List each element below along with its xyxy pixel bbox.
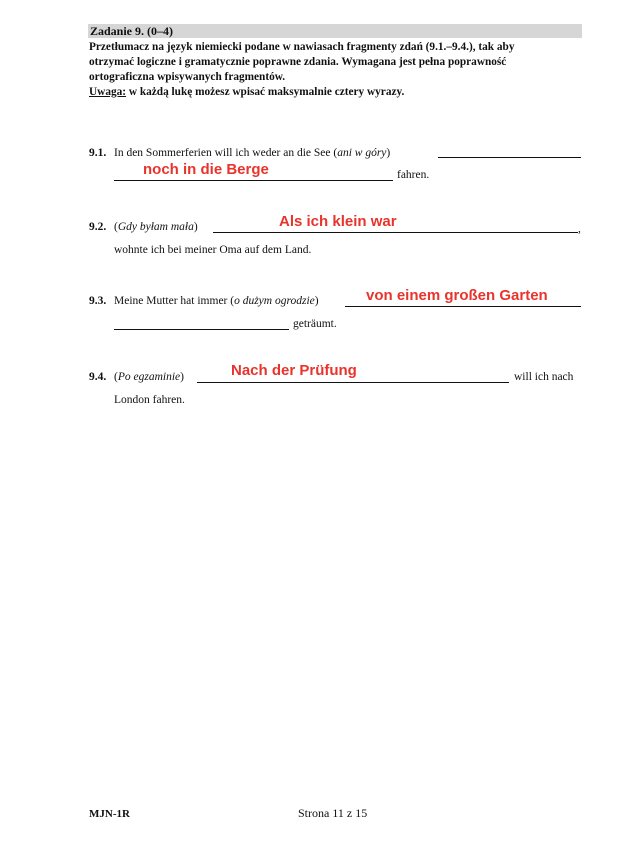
item-9-1-text-before: In den Sommerferien will ich weder an die See ( bbox=[114, 147, 338, 159]
item-9-3-blank-line-2[interactable] bbox=[114, 329, 289, 330]
instruction-line-3: ortograficzna wpisywanych fragmentów. bbox=[89, 71, 286, 83]
item-9-1-hint: ani w góry bbox=[337, 147, 387, 159]
item-number-9-2: 9.2. bbox=[89, 221, 107, 233]
item-9-1-answer[interactable]: noch in die Berge bbox=[143, 161, 269, 178]
item-9-1-text-end: fahren. bbox=[397, 169, 430, 181]
item-9-4-answer[interactable]: Nach der Prüfung bbox=[231, 362, 357, 379]
item-9-3-text-end: geträumt. bbox=[293, 318, 337, 330]
item-number-9-1: 9.1. bbox=[89, 147, 107, 159]
item-9-4-close: ) bbox=[180, 371, 184, 383]
item-number-9-3: 9.3. bbox=[89, 295, 107, 307]
item-9-3-text bbox=[114, 294, 319, 308]
item-9-3-answer[interactable]: von einem großen Garten bbox=[366, 287, 548, 304]
item-9-1-blank-line-1[interactable] bbox=[438, 157, 581, 158]
footer-page-number: Strona 11 z 15 bbox=[298, 806, 368, 820]
item-9-2-open: ( bbox=[114, 221, 118, 233]
item-9-4-hint: Po egzaminie bbox=[117, 371, 181, 383]
item-9-4-text-after: will ich nach bbox=[514, 371, 574, 383]
item-9-4-hint-wrap bbox=[114, 370, 184, 384]
task-title: Zadanie 9. (0–4) bbox=[90, 24, 174, 38]
item-9-2-close: ) bbox=[193, 221, 198, 233]
item-9-1-text bbox=[114, 146, 390, 160]
item-9-2-answer[interactable]: Als ich klein war bbox=[279, 213, 397, 230]
instruction-line-1: Przetłumacz na język niemiecki podane w nawiasach fragmenty zdań (9.1.–9.4.), tak aby bbox=[89, 41, 515, 53]
item-9-2-line-2: wohnte ich bei meiner Oma auf dem Land. bbox=[114, 244, 312, 256]
item-9-4-open: ( bbox=[114, 371, 118, 383]
item-9-2-hint-wrap bbox=[114, 220, 198, 234]
item-9-3-blank-line-1[interactable] bbox=[345, 306, 581, 307]
item-9-3-hint: o dużym ogrodzie bbox=[234, 295, 315, 307]
note-text: w każdą lukę możesz wpisać maksymalnie cztery wyrazy. bbox=[126, 86, 405, 98]
item-9-2-comma: , bbox=[578, 223, 581, 235]
item-number-9-4: 9.4. bbox=[89, 371, 107, 383]
footer-code: MJN-1R bbox=[89, 808, 130, 820]
item-9-1-text-after-hint: ) bbox=[386, 147, 391, 159]
note-label: Uwaga: bbox=[89, 86, 127, 98]
item-9-4-blank-line[interactable] bbox=[197, 382, 509, 383]
instruction-line-2: otrzymać logiczne i gramatycznie poprawne zdania. Wymagana jest pełna poprawność bbox=[89, 56, 507, 68]
instruction-note bbox=[89, 85, 404, 100]
item-9-2-blank-line[interactable] bbox=[213, 232, 578, 233]
item-9-3-close: ) bbox=[314, 295, 319, 307]
item-9-1-blank-line-2[interactable] bbox=[114, 180, 393, 181]
item-9-3-text-before: Meine Mutter hat immer ( bbox=[114, 295, 235, 307]
item-9-2-hint: Gdy byłam mała bbox=[117, 221, 194, 233]
item-9-4-line-2: London fahren. bbox=[114, 394, 185, 406]
